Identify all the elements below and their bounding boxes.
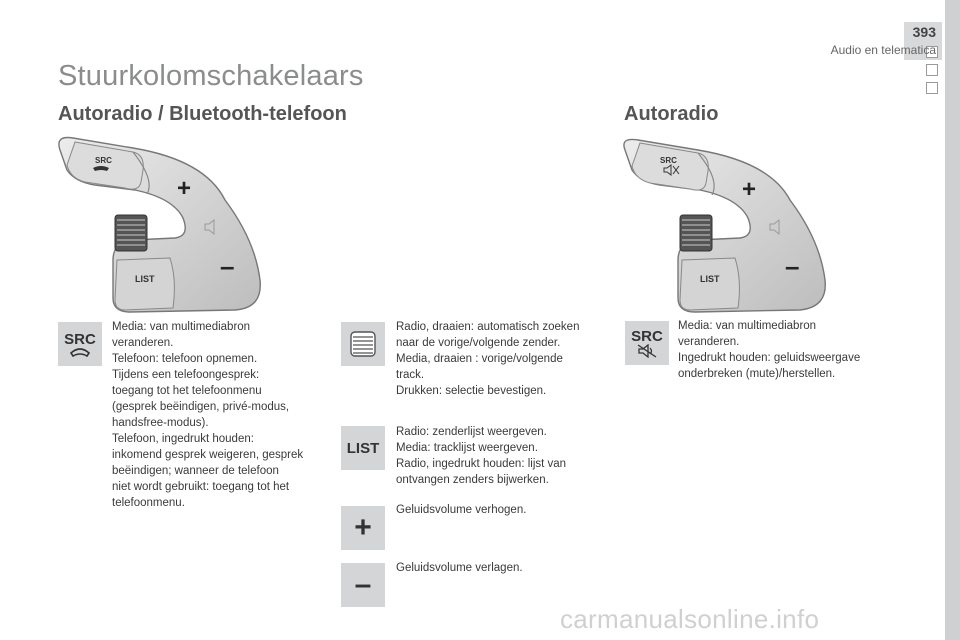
page-title: Stuurkolomschakelaars — [58, 60, 364, 92]
left-section-heading: Autoradio / Bluetooth-telefoon — [58, 103, 347, 125]
right-stalk-diagram — [620, 135, 830, 315]
scroll-wheel-icon-box — [341, 322, 385, 366]
scroll-wheel-icon — [348, 330, 378, 358]
diagram-plus-label-right: + — [742, 176, 757, 203]
src-phone-icon-box — [58, 322, 102, 366]
src-description: Media: van multimediabron veranderen. Telefoon: telefoon opnemen. Tijdens een telefoongesprek: toegang tot het telefoonmenu (gesprek beëindigen, privé-modus, handsfree-modus). Telefoon, ingedrukt houden: inkomend gesprek weigeren, gesprek beëindigen; wanneer de telefoon niet wordt gebruikt: toegang tot het telefoonmenu. — [112, 321, 304, 509]
diagram-list-label-right: LIST — [700, 274, 720, 284]
wheel-description: Radio, draaien: automatisch zoeken naar de vorige/volgende zender. Media, draaien : vorige/volgende track. Drukken: selectie bevestigen. — [396, 321, 580, 397]
plus-label: + — [354, 511, 372, 544]
minus-label: – — [354, 568, 372, 601]
page-number: 393 — [912, 24, 936, 40]
plus-description: Geluidsvolume verhogen. — [396, 504, 527, 516]
diagram-plus-label: + — [177, 175, 192, 202]
src-label: SRC — [64, 330, 96, 348]
diagram-list-label: LIST — [135, 274, 155, 284]
page-side-bar — [945, 0, 960, 640]
left-stalk-diagram — [55, 130, 265, 315]
diagram-minus-label-right: – — [785, 251, 800, 281]
src-mute-icon-box — [625, 321, 669, 365]
diagram-src-label: SRC — [95, 156, 112, 165]
src-mute-description: Media: van multimediabron veranderen. Ingedrukt houden: geluidsweergave onderbreken (mute)/herstellen. — [678, 320, 861, 380]
plus-icon-box — [341, 506, 385, 550]
mute-icon — [636, 344, 658, 358]
chapter-title: Audio en telematica — [830, 43, 936, 57]
chapter-tab-box-3 — [926, 82, 938, 94]
list-label: LIST — [346, 439, 380, 457]
list-description: Radio: zenderlijst weergeven. Media: tracklijst weergeven. Radio, ingedrukt houden: lijst van ontvangen zenders bijwerken. — [396, 426, 567, 486]
list-icon-box — [341, 426, 385, 470]
chapter-tab-box-2 — [926, 64, 938, 76]
minus-icon-box — [341, 563, 385, 607]
diagram-minus-label: – — [220, 251, 235, 281]
src-mute-label: SRC — [631, 327, 663, 345]
phone-icon — [69, 347, 91, 357]
right-section-heading: Autoradio — [624, 103, 719, 125]
minus-description: Geluidsvolume verlagen. — [396, 562, 523, 574]
diagram-src-label-right: SRC — [660, 156, 677, 165]
watermark: carmanualsonline.info — [560, 604, 820, 634]
